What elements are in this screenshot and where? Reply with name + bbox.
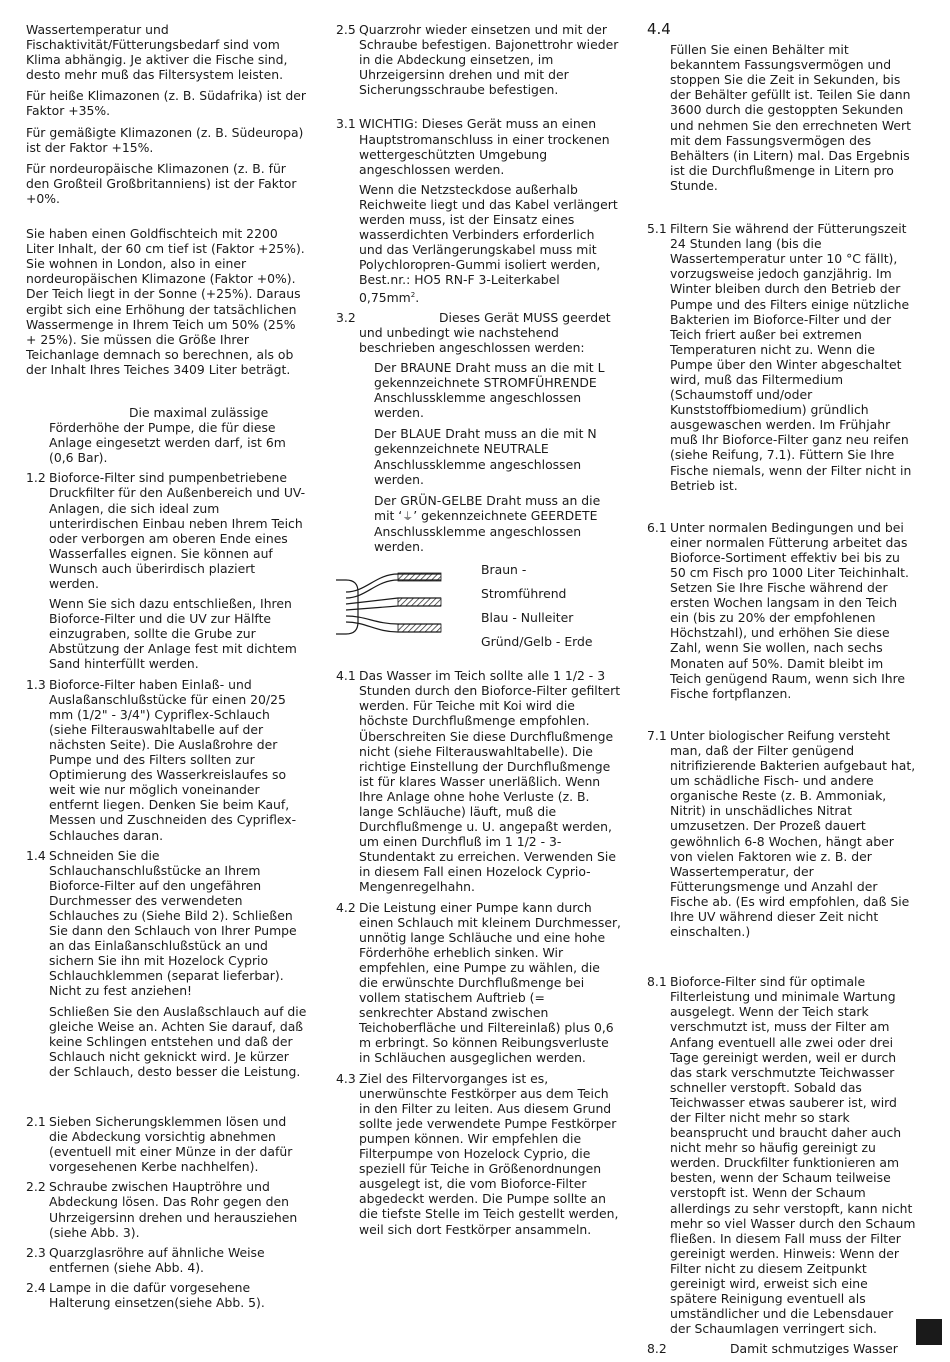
section-4-1 [336, 668, 621, 894]
section-number: 2.4 [26, 1279, 46, 1295]
climate-intro: Wassertemperatur und Fischaktivität/Fütterungsbedarf sind vom Klima abhängig. Je aktiver die Fische sind, desto mehr muß das Filtersystem leisten. [26, 22, 288, 83]
section-number: 1.4 [26, 847, 46, 863]
section-text: Schneiden Sie die Schlauchanschlußstücke an Ihrem Bioforce-Filter auf den ungefähren Durchmesser des verwendeten Schlauches zu (Siehe Bild 2). Schließen Sie dann den Schlauch von Ihrer Pumpe an das Einlaßanschlußstück an und sichern Sie ihn mit Hozelock Cyprio Schlauchklemmen (separat lieferbar). Nicht zu fest anziehen! [49, 847, 297, 999]
section-text: Das Wasser im Teich sollte alle 1 1/2 - 3 Stunden durch den Bioforce-Filter gefiltert werden. Für Teiche mit Koi wird die höchste Durchflußmenge empfohlen. Überschreiten Sie diese Durchflußmenge nicht (siehe Filterauswahltabelle). Die richtige Einstellung der Durchflußmenge ist für klares Wasser unerläßlich. Wenn Ihre Anlage ohne hohe Verluste (z. B. lange Schläuche) läuft, muß die Durchflußmenge u. U. angepaßt werden, um einen Durchfluß im 1 1/2 - 3-Stundentakt zu erreichen. Verwenden Sie in diesem Fall einen Hozelock Cyprio-Mengenregelhahn. [359, 668, 621, 895]
section-number: 2.1 [26, 1114, 46, 1129]
section-number: 1.3 [26, 676, 46, 692]
section-text: Lampe in die dafür vorgesehene Halterung einsetzen(siehe Abb. 5). [49, 1279, 265, 1311]
section-text: Schließen Sie den Auslaßschlauch auf die gleiche Weise an. Achten Sie darauf, daß keine Schlingen entstehen und daß der Schlauch nicht geknickt wird. Je kürzer der Schlauch, desto besser die Leistung. [49, 1003, 307, 1079]
section-5-1 [647, 221, 917, 493]
section-number: 7.1 [647, 727, 667, 743]
section-number: 8.2 [647, 1341, 667, 1357]
column-3 [647, 22, 917, 1362]
section-number: 2.5 [336, 22, 356, 37]
section-2-3 [26, 1245, 308, 1275]
section-text: Ziel des Filtervorganges ist es, unerwünschte Festkörper aus dem Teich in den Filter zu leiten. Aus diesem Grund sollte jede verwendete Pumpe Festkörper pumpen können. Wir empfehlen die Filterpumpe von Hozelock Cyprio, die speziell für Teiche in Größenordnungen ausgelegt ist, die vom Bioforce-Filter abgedeckt werden. Die Pumpe sollte an die tiefste Stelle im Teich gestellt werden, weil sich dort Festkörper ansammeln. [359, 1070, 619, 1237]
section-8-1 [647, 974, 917, 1336]
section-text: Bioforce-Filter haben Einlaß- und Auslaßanschlußstücke für einen 20/25 mm (1/2" - 3/4") Cypriflex-Schlauch (siehe Filterauswahltabelle auf der nächsten Seite). Die Auslaßrohre der Pumpe und des Filters sollten zur Optimierung des Wasserkreislaufes so weit wie nur möglich voneinander entfernt liegen. Denken Sie beim Kauf, Messen und Zuschneiden des Cypriflex-Schlauches daran. [49, 676, 297, 843]
wire-label-green: Gründ/Gelb - Erde [481, 634, 593, 650]
section-text: Quarzglasröhre auf ähnliche Weise entfernen (siehe Abb. 4). [49, 1244, 265, 1275]
period: . [415, 289, 420, 305]
section-6-1 [647, 520, 917, 701]
section-2-2 [26, 1179, 308, 1239]
section-text: Damit schmutziges Wasser [730, 1341, 898, 1357]
section-1-3 [26, 677, 308, 843]
section-text: Dieses Gerät MUSS geerdet und unbedingt wie nachstehend beschrieben angeschlossen werden: [359, 309, 611, 355]
section-3-1 [336, 116, 621, 304]
section-4-4-text: Füllen Sie einen Behälter mit bekanntem Fassungsvermögen und stoppen Sie die Zeit in Sekunden, bis der Behälter gefüllt ist. Teilen Sie dann 3600 durch die gestoppten Sekunden und nehmen Sie den errechneten Wert mit dem Fassungsvermögen des Behälters (in Litern) mal. Das Ergebnis ist die Durchflußmenge in Litern pro Stunde. [670, 42, 911, 193]
section-3-2 [336, 310, 621, 355]
section-text: Bioforce-Filter sind für optimale Filterleistung und minimale Wartung ausgelegt. Wenn der Teich stark verschmutzt ist, muss der Filter am Anfang eventuell alle zwei oder drei Tage gereinigt werden, weil er durch das stark verschmutzte Teichwasser schneller verstopft. Sobald das Teichwasser etwas sauberer ist, wird der Filter nicht mehr so stark beansprucht und braucht daher auch nicht mehr so häufig gereinigt zu werden. Druckfilter funktionieren am besten, wenn der Schaum teilweise verstopft ist. Wenn der Schaum allerdings zu sehr verstopft, kann nicht mehr so viel Wasser durch den Schaum fließen. In diesem Fall muss der Filter gereinigt werden. Hinweis: Wenn der Filter nicht zu diesem Zeitpunkt gereinigt wird, erweist sich eine spätere Reinigung eventuell als umständlicher und die Lebensdauer der Schaumlagen verringert sich. [670, 974, 916, 1337]
example-paragraph: Sie haben einen Goldfischteich mit 2200 Liter Inhalt, der 60 cm tief ist (Faktor +25%). Sie wohnen in London, also in einer nordeuropäischen Klimazone (Faktor +0%). Der Teich liegt in der Sonne (+25%). Daraus ergibt sich eine Erhöhung der tatsächlichen Wassermenge in Ihrem Teich um 50% (25% + 25%). Sie müssen die Größe Ihrer Teichanlage demnach so berechnen, als ob der Inhalt Ihres Teiches 3409 Liter beträgt. [26, 226, 305, 377]
section-1-1 [26, 405, 308, 465]
section-2-5 [336, 22, 621, 97]
section-number: 6.1 [647, 519, 667, 535]
section-text: Filtern Sie während der Fütterungszeit 24 Stunden lang (bis die Wassertemperatur unter 10 °C fällt), vorzugsweise jedoch ganzjährig. Im Winter bleiben durch den Betrieb der Pumpe und des Filters einige nützliche Bakterien im Bioforce-Filter und der Teich friert außer bei extremen Temperaturen nicht zu. Wenn die Pumpe über den Winter abgeschaltet wird, muß das Filtermedium (Schaumstoff und/oder Kunststoffbiomedium) gründlich ausgewaschen werden. Im Frühjahr muß Ihr Bioforce-Filter ganz neu reifen (siehe Reifung, 7.1). Füttern Sie Ihre Fische niemals, wenn der Filter nicht in Betrieb ist. [670, 221, 912, 493]
brown-wire-text: Der BRAUNE Draht muss an die mit L gekennzeichnete STROMFÜHRENDE Anschlussklemme angeschlossen werden. [374, 360, 605, 421]
climate-moderate: Für gemäßigte Klimazonen (z. B. Südeuropa) ist der Faktor +15%. [26, 124, 304, 155]
climate-hot: Für heiße Klimazonen (z. B. Südafrika) ist der Faktor +35%. [26, 88, 306, 119]
section-8-2 [647, 1341, 917, 1356]
section-4-3 [336, 1071, 621, 1237]
section-number: 8.1 [647, 974, 667, 990]
cable-illustration [336, 562, 476, 652]
green-wire-text-a: Der GRÜN-GELBE Draht muss an die mit ‘ [374, 492, 601, 523]
column-1 [26, 22, 308, 1315]
wire-instructions [336, 360, 621, 554]
earth-icon: ⏚ [402, 509, 414, 523]
section-number-4-4: 4.4 [647, 20, 671, 38]
section-number: 4.1 [336, 668, 356, 684]
wire-label-live: Stromführend [481, 586, 567, 602]
section-number: 2.3 [26, 1244, 46, 1260]
section-number: 3.1 [336, 116, 356, 132]
section-text: Wenn die Netzsteckdose außerhalb Reichweite liegt und das Kabel verlängert werden muss, ist der Einsatz eines wasserdichten Verbinders erforderlich und das Verlängerungskabel muss mit Polychloropren-Gummi isoliert werden, Best.nr.: HO5 RN-F 3-Leiterkabel 0,75mm [359, 181, 618, 305]
green-wire-text-b: ’ gekennzeichnete GEERDETE Anschlussklemme angeschlossen werden. [374, 507, 598, 555]
section-1-4 [26, 848, 308, 1079]
wire-label-brown: Braun - [481, 562, 527, 578]
section-text: Bioforce-Filter sind pumpenbetriebene Druckfilter für den Außenbereich und UV-Anlagen, die sich ideal zum unterirdischen Einbau neben Ihrem Teich oder verborgen am oberen Ende eines Wasserfalles eignen. Sie können auf Wunsch auch überirdisch plaziert werden. [49, 470, 306, 591]
section-text: Sieben Sicherungsklemmen lösen und die Abdeckung vorsichtig abnehmen (eventuell mit einer Münze in der dafür vorgesehenen Kerbe nachhelfen). [49, 1114, 293, 1175]
section-number: 3.2 [336, 309, 356, 325]
section-number: 4.2 [336, 899, 356, 915]
section-number: 2.2 [26, 1179, 46, 1195]
max-head-text: Die maximal zulässige Förderhöhe der Pumpe, die für diese Anlage eingesetzt werden darf, ist 6m (0,6 Bar). [49, 404, 286, 466]
section-text: Unter biologischer Reifung versteht man, daß der Filter genügend nitrifizierende Bakterien aufgebaut hat, um schädliche Fisch- und andere organische Reste (z. B. Ammoniak, Nitrit) in unschädliches Nitrat umzusetzen. Der Prozeß dauert gewöhnlich 6-8 Wochen, hängt aber von vielen Faktoren wie z. B. der Wassertemperatur, der Fütterungsmenge und Anzahl der Fische ab. (Es wird empfohlen, daß Sie Ihre UV während dieser Zeit nicht einschalten.) [670, 727, 916, 940]
section-text: Unter normalen Bedingungen und bei einer normalen Fütterung arbeitet das Bioforce-Sortiment effektiv bei bis zu 50 cm Fisch pro 1000 Liter Teichinhalt. Setzen Sie Ihre Fische während der ersten Wochen langsam in den Teich ein (bis zu 20% der empfohlenen Höchstzahl), und erhöhen Sie diese Zahl, wenn Sie wollen, nach sechs Monaten auf 50%. Damit bleibt im Teich genügend Raum, wenn sich Ihre Fische fortpflanzen. [670, 519, 909, 701]
section-text: Schraube zwischen Hauptröhre und Abdeckung lösen. Das Rohr gegen den Uhrzeigersinn drehen und herausziehen (siehe Abb. 3). [49, 1179, 298, 1240]
section-2-4 [26, 1280, 308, 1310]
section-2-1 [26, 1114, 308, 1174]
section-4-2 [336, 900, 621, 1066]
blue-wire-text: Der BLAUE Draht muss an die mit N gekennzeichnete NEUTRALE Anschlussklemme angeschlossen werden. [374, 426, 597, 487]
section-number: 4.3 [336, 1070, 356, 1086]
section-text: Quarzrohr wieder einsetzen und mit der Schraube befestigen. Bajonettrohr wieder in die Abdeckung einsetzen, im Uhrzeigersinn drehen und mit der Sicherungsschraube befestigen. [359, 22, 619, 98]
wire-labels [481, 562, 621, 658]
section-7-1 [647, 728, 917, 939]
section-text: Die Leistung einer Pumpe kann durch einen Schlauch mit kleinem Durchmesser, unnötig lange Schläuche und eine hohe Förderhöhe erheblich sinken. Wir empfehlen, eine Pumpe zu wählen, die die erwünschte Durchflußmenge bei vollem statischem Auftrieb (= senkrechter Abstand zwischen Teichoberfläche und Filtereinlaß) plus 0,6 m erbringt. So können Reibungsverluste in Schläuchen ausgeglichen werden. [359, 899, 621, 1066]
superscript: 2 [410, 290, 416, 299]
section-text: Wenn Sie sich dazu entschließen, Ihren Bioforce-Filter und die UV zur Hälfte einzugraben, sollte die Grube zur Abstützung der Anlage fest mit dichtem Sand hinterfüllt werden. [49, 596, 297, 672]
section-1-2 [26, 470, 308, 671]
climate-north: Für nordeuropäische Klimazonen (z. B. für den Großteil Großbritanniens) ist der Faktor +0%. [26, 160, 297, 206]
page-marker-block [916, 1319, 942, 1345]
column-2 [336, 22, 621, 1242]
section-number: 5.1 [647, 221, 667, 237]
wire-diagram [336, 562, 621, 652]
wire-label-blue: Blau - Nulleiter [481, 610, 574, 626]
section-text: WICHTIG: Dieses Gerät muss an einen Hauptstromanschluss in einer trockenen wettergeschützten Umgebung angeschlossen werden. [359, 116, 610, 177]
section-number: 1.2 [26, 470, 46, 486]
